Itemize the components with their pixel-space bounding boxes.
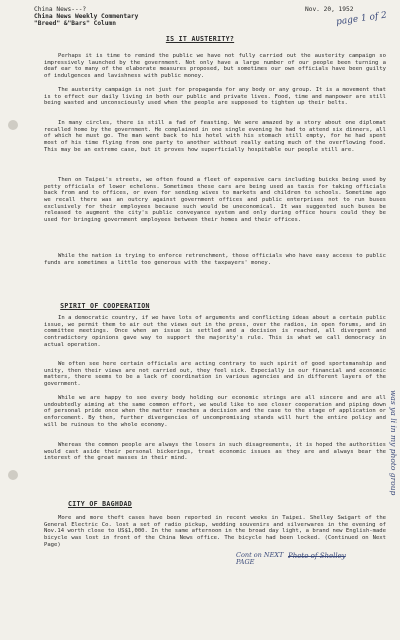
handwritten-continued-note: Cont on NEXT PAGE — [236, 551, 284, 566]
punch-hole — [8, 120, 18, 130]
punch-hole — [8, 470, 18, 480]
paragraph: While the nation is trying to enforce retrenchment, those officials who have easy access to public funds are sometimes a little too generous with the taxpayers' money. — [44, 253, 386, 266]
header-line-3: "Breed" &"Bars" Column — [34, 20, 116, 27]
paragraph: In many circles, there is still a fad of feasting. We were amazed by a story about one diplomat recalled home by the government. He complained in one single evening he had to attend six dinners, all of which he must go. The man went back to his hotel with his stomach still empty, for he had spent most of his time flying from one party to another without really eating much of the overflowing food. This may be an extreme case, but it proves how superficially hospitable our people still are. — [44, 120, 386, 153]
header-date: Nov. 20, 1952 — [305, 6, 354, 13]
handwritten-margin-note: was ya li in my photo group — [389, 390, 398, 496]
paragraph: The austerity campaign is not just for propaganda for any body or any group. It is a movement that is to effect our daily living in both our public and private lives. Food, time and manpower are still being wasted and unconsciously used when the people are supposed to tighten up their belts. — [44, 87, 386, 107]
section-title: CITY OF BAGHDAD — [67, 500, 133, 508]
handwritten-page-label: page 1 of 2 — [335, 10, 388, 28]
paragraph: More and more theft cases have been reported in recent weeks in Taipei. Shelley Swigart of the General Electric Co. lost a set of radio pickup, wedding souvenirs and silverwares in the evening of Nov.14 worth close to US$1,000. In the same afternoon in the broad day light, a brand new English-made bicycle was lost in front of the China News office. The bicycle had been locked. (Continued on Next Page) — [44, 515, 386, 548]
paragraph: Perhaps it is time to remind the public we have not fully carried out the austerity campaign so impressively launched by the government. Not only have a large number of our people been turning a deaf ear to many of the elaborate measures proposed, but sometimes our own officials have been guilty of indulgences and lavishness with public money. — [44, 53, 386, 79]
paragraph: We often see here certain officials are acting contrary to such spirit of good sportsmanship and unity, then their views are not carried out, they feel sick. Especially in our financial and economic matters, there seems to be a lack of coordination in various agencies and in different layers of the government. — [44, 361, 386, 387]
paragraph: While we are happy to see every body holding our economic strings are all sincere and are all undoubtedly aiming at the same common effort, we would like to see closer cooperation and piping down of personal pride once when the matter reaches a decision and the case to the stage of application or enforcement. By then, further divergencies of uncompromising stands will hurt the entire policy and will be ruinous to the whole economy. — [44, 395, 386, 428]
paragraph: Then on Taipei's streets, we often found a fleet of expensive cars including buicks being used by petty officials of lower echelons. Sometimes these cars are being used as taxis for taking officials back from and to offices, or even for sending wives to markets and children to schools. Sometime ago we recall there was an outcry against government offices and public enterprises not to run buses exclusively for their employees because such would be uneconomical. It was suggested such buses be released to augment the city's public conveyance system and only during office hours could they be used for bringing government employees between their homes and their offices. — [44, 177, 386, 223]
section-title: SPIRIT OF COOPERATION — [60, 302, 150, 310]
paragraph: Whereas the common people are always the losers in such disagreements, it is hoped the authorities would cast aside their personal bickerings, treat economic issues as they are and always bear the interest of the great masses in their mind. — [44, 442, 386, 462]
handwritten-struck-note: Photo of Shelley — [288, 552, 346, 560]
section-title: IS IT AUSTERITY? — [165, 35, 235, 43]
paragraph: In a democratic country, if we have lots of arguments and conflicting ideas about a certain public issue, we permit them to air out the views out in the press, over the radios, in open forums, and in committee meetings. Once when an issue is settled and a decision is reached, all divergent and contradictory opinions gave way to support the majority's rule. This is what we call democracy in actual operation. — [44, 315, 386, 348]
header-line-2: China News Weekly Commentary — [34, 13, 139, 20]
header-line-1: China News---? — [34, 6, 87, 13]
